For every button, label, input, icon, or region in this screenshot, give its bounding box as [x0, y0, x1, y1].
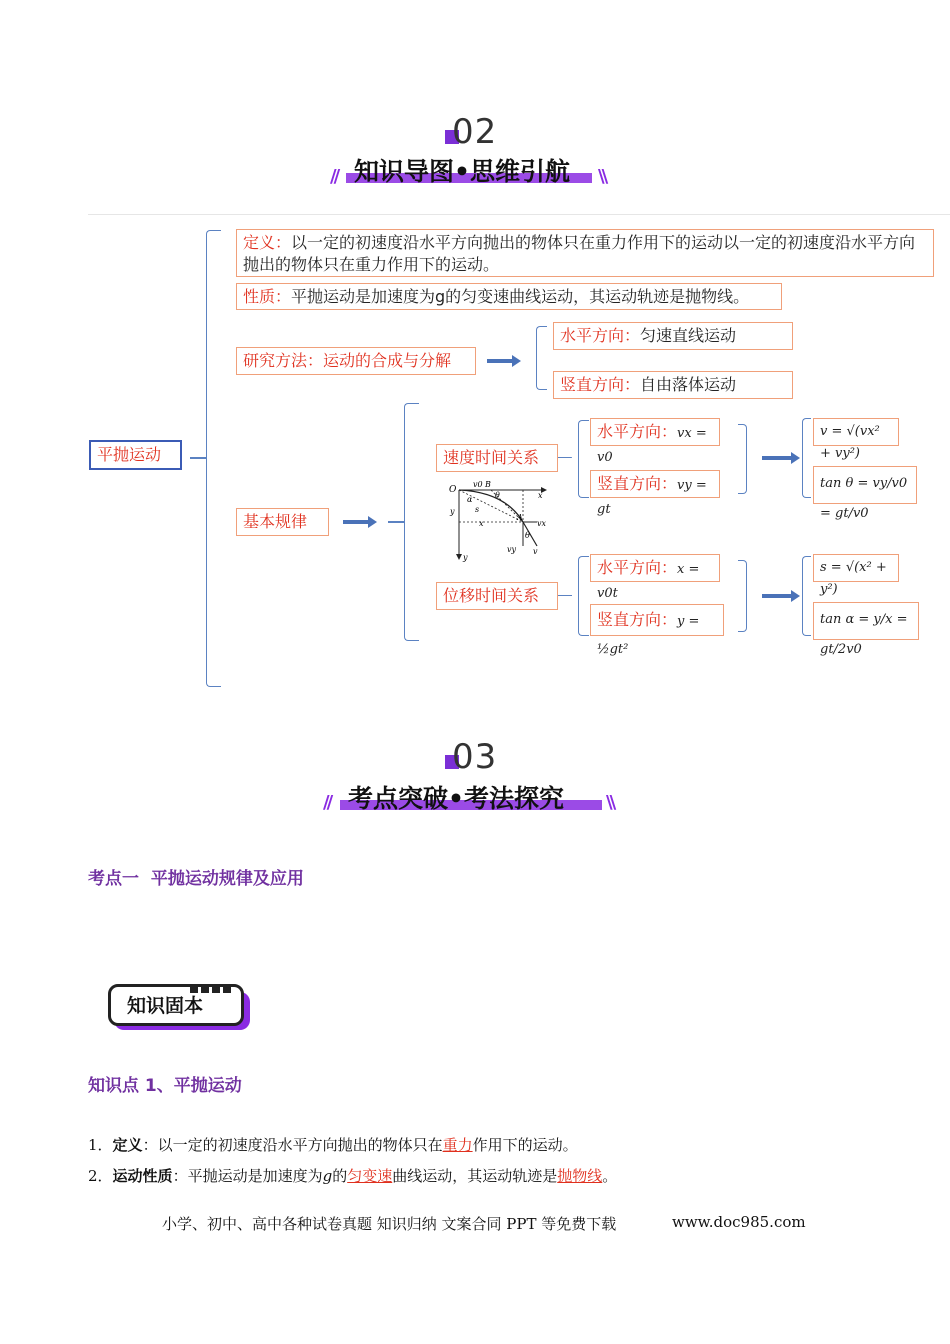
section-title-2: 考点突破•考法探究 — [348, 784, 564, 813]
diagram-label-s: s — [475, 505, 480, 514]
diagram-label-x-axis: x — [538, 491, 543, 500]
title-slash-right-2: \\ — [606, 792, 614, 813]
mindmap-root: 平抛运动 — [89, 440, 182, 470]
vel-result1: v = √(vx² + vy²) — [813, 418, 899, 446]
vel-right-brace — [738, 424, 747, 494]
diagram-label-v: v — [533, 547, 538, 556]
line2-number: 2． — [88, 1167, 113, 1185]
law-arrow — [343, 520, 369, 524]
method-v-text: 自由落体运动 — [640, 375, 737, 394]
footer-right[interactable]: www.doc985.com — [672, 1213, 806, 1231]
vel-v-label: 竖直方向： — [597, 474, 678, 493]
disp-h-box — [590, 554, 720, 601]
diagram-label-y-left: y — [450, 507, 455, 516]
velocity-rel-box: 速度时间关系 — [436, 444, 558, 472]
disp-result-arrow — [762, 594, 792, 598]
disp-rel-box: 位移时间关系 — [436, 582, 558, 610]
disp-brace — [578, 556, 589, 636]
section-title: 知识导图•思维引航 — [354, 157, 570, 186]
method-h-text: 匀速直线运动 — [640, 326, 737, 345]
disp-result2: tan α = y/x = gt/2v0 — [813, 602, 919, 640]
line2-key2: 抛物线 — [557, 1167, 603, 1185]
title-slash-left-2: // — [323, 792, 331, 813]
section-number-2: 03 — [452, 737, 498, 777]
disp-v-label: 竖直方向： — [597, 610, 678, 629]
footer-left: 小学、初中、高中各种试卷真题 知识归纳 文案合同 PPT 等免费下载 — [162, 1215, 617, 1233]
method-v-label: 竖直方向： — [560, 375, 641, 394]
trajectory-diagram — [445, 478, 555, 562]
line1-key: 重力 — [442, 1136, 473, 1154]
velocity-rel-line — [558, 457, 572, 458]
section-number: 02 — [452, 112, 498, 152]
nature-label: 性质： — [243, 287, 292, 306]
diagram-label-alpha: α — [467, 495, 473, 504]
nature-box — [236, 283, 782, 310]
root-brace — [206, 230, 221, 687]
method-box — [236, 347, 476, 375]
line2-post: 。 — [602, 1167, 618, 1185]
diagram-label-vy: vy — [507, 545, 517, 554]
disp-v-formula: y = ½gt² — [597, 614, 700, 657]
diagram-label-o: O — [449, 485, 457, 495]
disp-h-formula: x = v0t — [597, 562, 700, 601]
title-slash-right: \\ — [598, 166, 606, 187]
diagram-label-y-axis: y — [463, 553, 468, 562]
badge-dots — [190, 978, 234, 986]
definition-label: 定义： — [243, 233, 292, 252]
nature-line — [88, 1165, 617, 1186]
kaodian-heading: 考点一 平抛运动规律及应用 — [88, 869, 304, 889]
line2-label: 运动性质 — [112, 1167, 173, 1185]
vel-result-brace — [802, 418, 811, 498]
disp-v-box — [590, 604, 724, 657]
diagram-label-a: A — [517, 513, 523, 522]
definition-box — [236, 229, 934, 277]
vel-h-formula: vx = v0 — [597, 426, 707, 465]
disp-h-label: 水平方向： — [597, 558, 678, 577]
vel-v-box — [590, 470, 720, 517]
method-brace — [536, 326, 547, 390]
line1-number: 1． — [88, 1136, 113, 1154]
line2-key1: 匀变速 — [347, 1167, 393, 1185]
divider — [88, 214, 950, 215]
line1-label: 定义 — [112, 1136, 143, 1154]
method-arrow — [487, 359, 513, 363]
disp-rel-line — [558, 595, 572, 596]
badge-label: 知识固本 — [127, 995, 204, 1017]
vel-h-box — [590, 418, 720, 465]
definition-line — [88, 1134, 578, 1155]
nature-text: 平抛运动是加速度为g的匀变速曲线运动，其运动轨迹是抛物线。 — [291, 287, 750, 306]
definition-text: 以一定的初速度沿水平方向抛出的物体只在重力作用下的运动以一定的初速度沿水平方向抛出的物体只在重力作用下的运动。 — [243, 233, 916, 274]
diagram-label-x-inner: x — [479, 519, 484, 528]
disp-result1: s = √(x² + y²) — [813, 554, 899, 582]
diagram-label-vx: vx — [537, 519, 547, 528]
diagram-label-v0: v0 — [473, 480, 483, 489]
vel-v-formula: vy = gt — [597, 478, 707, 517]
method-h-box — [553, 322, 793, 350]
brace-tip — [190, 457, 206, 459]
knowledge-point-title: 知识点 1、平抛运动 — [88, 1076, 242, 1096]
line2-pre: ：平抛运动是加速度为 — [172, 1167, 323, 1185]
velocity-brace — [578, 420, 589, 498]
law-brace-tip — [388, 521, 404, 523]
method-label: 研究方法： — [243, 351, 324, 370]
vel-result2: tan θ = vy/v0 = gt/v0 — [813, 466, 917, 504]
line2-mid1: 的 — [332, 1167, 348, 1185]
law-box: 基本规律 — [236, 508, 329, 536]
disp-result-brace — [802, 556, 811, 636]
line2-g: g — [322, 1167, 333, 1185]
method-h-label: 水平方向： — [560, 326, 641, 345]
method-v-box — [553, 371, 793, 399]
law-brace — [404, 403, 419, 641]
vel-result-arrow — [762, 456, 792, 460]
line1-post: 作用下的运动。 — [472, 1136, 578, 1154]
disp-right-brace — [738, 560, 747, 632]
title-slash-left: // — [330, 166, 338, 187]
diagram-label-theta2: θ — [525, 531, 530, 540]
diagram-label-theta: θ — [495, 491, 500, 500]
diagram-label-b: B — [485, 480, 491, 489]
line2-mid2: 曲线运动，其运动轨迹是 — [392, 1167, 558, 1185]
line1-pre: ：以一定的初速度沿水平方向抛出的物体只在 — [142, 1136, 443, 1154]
method-text: 运动的合成与分解 — [323, 351, 452, 370]
vel-h-label: 水平方向： — [597, 422, 678, 441]
